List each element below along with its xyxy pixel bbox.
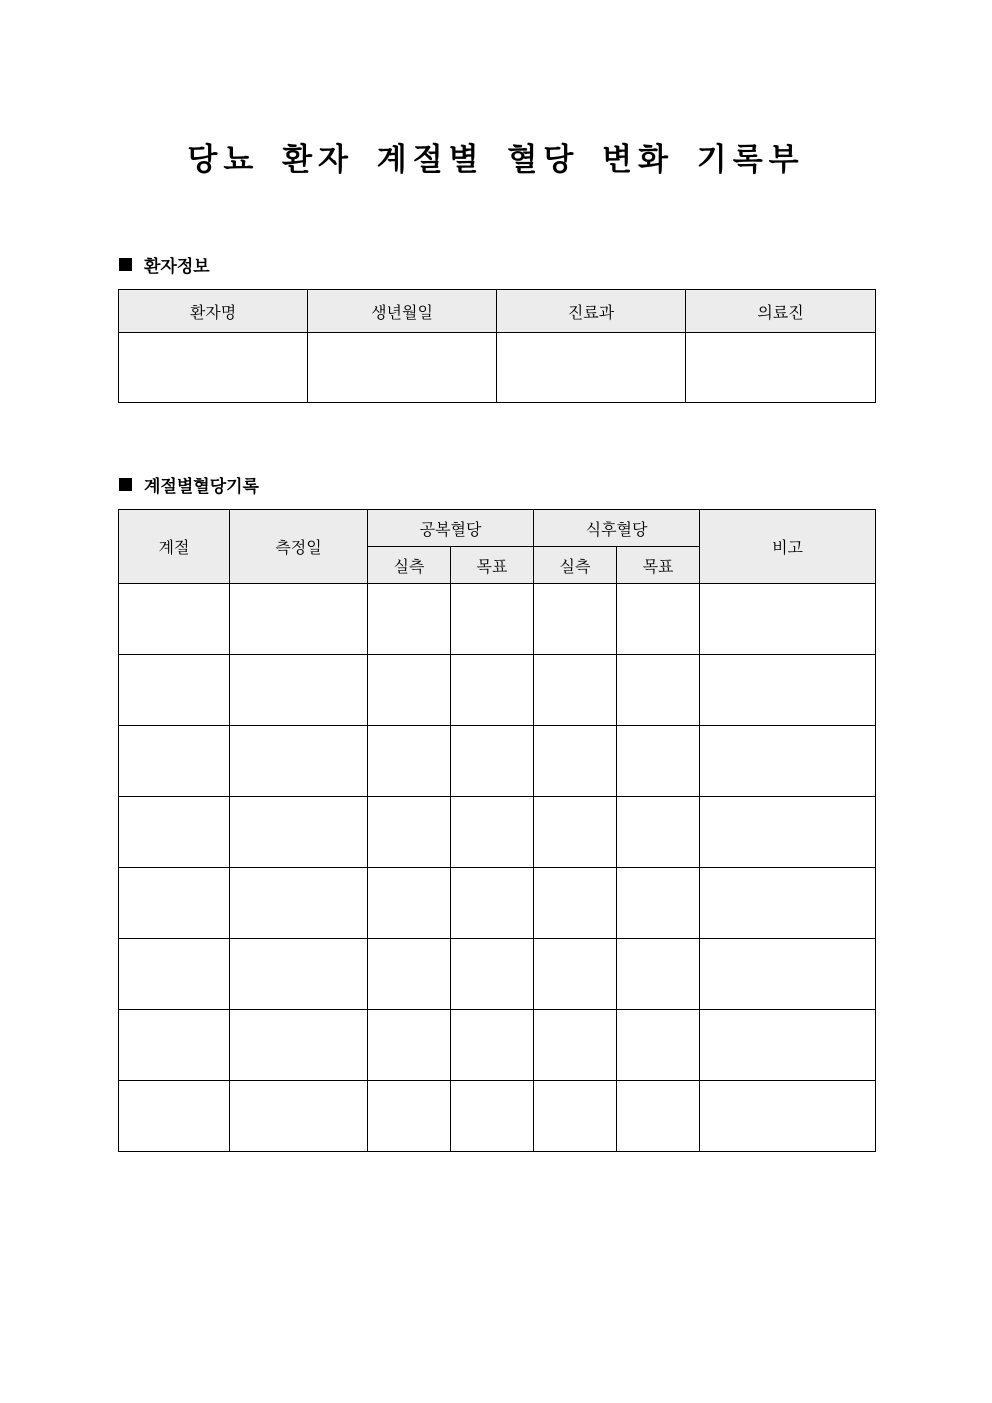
remarks-cell[interactable]: [700, 797, 876, 868]
fasting-actual-cell[interactable]: [368, 868, 451, 939]
postmeal-target-header: 목표: [617, 547, 700, 584]
remarks-cell[interactable]: [700, 726, 876, 797]
fasting-actual-cell[interactable]: [368, 797, 451, 868]
postmeal-actual-cell[interactable]: [534, 584, 617, 655]
season-cell[interactable]: [119, 1010, 230, 1081]
record-row: [119, 868, 876, 939]
department-cell[interactable]: [497, 333, 686, 403]
birth-date-header: 생년월일: [308, 290, 497, 333]
postmeal-actual-cell[interactable]: [534, 655, 617, 726]
postmeal-glucose-header: 식후혈당: [534, 510, 700, 547]
record-row: [119, 655, 876, 726]
glucose-record-heading-label: 계절별혈당기록: [144, 477, 259, 497]
season-cell[interactable]: [119, 726, 230, 797]
fasting-actual-cell[interactable]: [368, 1081, 451, 1152]
season-cell[interactable]: [119, 584, 230, 655]
season-cell[interactable]: [119, 939, 230, 1010]
postmeal-actual-cell[interactable]: [534, 1081, 617, 1152]
postmeal-target-cell[interactable]: [617, 868, 700, 939]
postmeal-actual-cell[interactable]: [534, 726, 617, 797]
postmeal-actual-header: 실측: [534, 547, 617, 584]
fasting-target-cell[interactable]: [451, 1081, 534, 1152]
patient-info-entry-row: [119, 333, 876, 403]
fasting-target-cell[interactable]: [451, 655, 534, 726]
fasting-actual-cell[interactable]: [368, 655, 451, 726]
postmeal-actual-cell[interactable]: [534, 939, 617, 1010]
remarks-cell[interactable]: [700, 1010, 876, 1081]
postmeal-actual-cell[interactable]: [534, 1010, 617, 1081]
season-header: 계절: [119, 510, 230, 584]
remarks-cell[interactable]: [700, 584, 876, 655]
remarks-cell[interactable]: [700, 655, 876, 726]
fasting-glucose-header: 공복혈당: [368, 510, 534, 547]
season-cell[interactable]: [119, 655, 230, 726]
patient-info-heading: [119, 252, 210, 277]
postmeal-target-cell[interactable]: [617, 655, 700, 726]
glucose-record-table: [118, 509, 876, 1152]
measure-date-cell[interactable]: [230, 868, 368, 939]
medical-staff-cell[interactable]: [686, 333, 876, 403]
glucose-record-heading: [119, 472, 259, 497]
patient-name-cell[interactable]: [119, 333, 308, 403]
document-title: 당뇨 환자 계절별 혈당 변화 기록부: [187, 142, 805, 178]
fasting-target-header: 목표: [451, 547, 534, 584]
season-cell[interactable]: [119, 868, 230, 939]
measure-date-cell[interactable]: [230, 939, 368, 1010]
season-cell[interactable]: [119, 797, 230, 868]
department-header: 진료과: [497, 290, 686, 333]
fasting-actual-cell[interactable]: [368, 939, 451, 1010]
measure-date-cell[interactable]: [230, 655, 368, 726]
fasting-actual-cell[interactable]: [368, 1010, 451, 1081]
postmeal-actual-cell[interactable]: [534, 797, 617, 868]
fasting-actual-cell[interactable]: [368, 726, 451, 797]
fasting-actual-header: 실측: [368, 547, 451, 584]
birth-date-cell[interactable]: [308, 333, 497, 403]
fasting-target-cell[interactable]: [451, 726, 534, 797]
record-row: [119, 584, 876, 655]
patient-name-header: 환자명: [119, 290, 308, 333]
fasting-target-cell[interactable]: [451, 868, 534, 939]
record-row: [119, 1081, 876, 1152]
postmeal-target-cell[interactable]: [617, 584, 700, 655]
record-row: [119, 726, 876, 797]
postmeal-target-cell[interactable]: [617, 726, 700, 797]
measure-date-cell[interactable]: [230, 726, 368, 797]
postmeal-target-cell[interactable]: [617, 1010, 700, 1081]
remarks-header: 비고: [700, 510, 876, 584]
fasting-target-cell[interactable]: [451, 939, 534, 1010]
medical-staff-header: 의료진: [686, 290, 876, 333]
postmeal-target-cell[interactable]: [617, 797, 700, 868]
measure-date-cell[interactable]: [230, 1010, 368, 1081]
remarks-cell[interactable]: [700, 939, 876, 1010]
postmeal-target-cell[interactable]: [617, 1081, 700, 1152]
season-cell[interactable]: [119, 1081, 230, 1152]
record-header-row: [119, 510, 876, 547]
record-row: [119, 1010, 876, 1081]
postmeal-actual-cell[interactable]: [534, 868, 617, 939]
fasting-actual-cell[interactable]: [368, 584, 451, 655]
patient-info-table: [118, 289, 876, 403]
remarks-cell[interactable]: [700, 1081, 876, 1152]
record-row: [119, 939, 876, 1010]
fasting-target-cell[interactable]: [451, 584, 534, 655]
square-bullet-icon: [119, 478, 132, 491]
postmeal-target-cell[interactable]: [617, 939, 700, 1010]
remarks-cell[interactable]: [700, 868, 876, 939]
patient-info-heading-label: 환자정보: [144, 257, 210, 277]
record-row: [119, 797, 876, 868]
fasting-target-cell[interactable]: [451, 797, 534, 868]
measure-date-cell[interactable]: [230, 1081, 368, 1152]
measure-date-cell[interactable]: [230, 797, 368, 868]
fasting-target-cell[interactable]: [451, 1010, 534, 1081]
patient-info-header-row: [119, 290, 876, 333]
measure-date-cell[interactable]: [230, 584, 368, 655]
measure-date-header: 측정일: [230, 510, 368, 584]
square-bullet-icon: [119, 258, 132, 271]
